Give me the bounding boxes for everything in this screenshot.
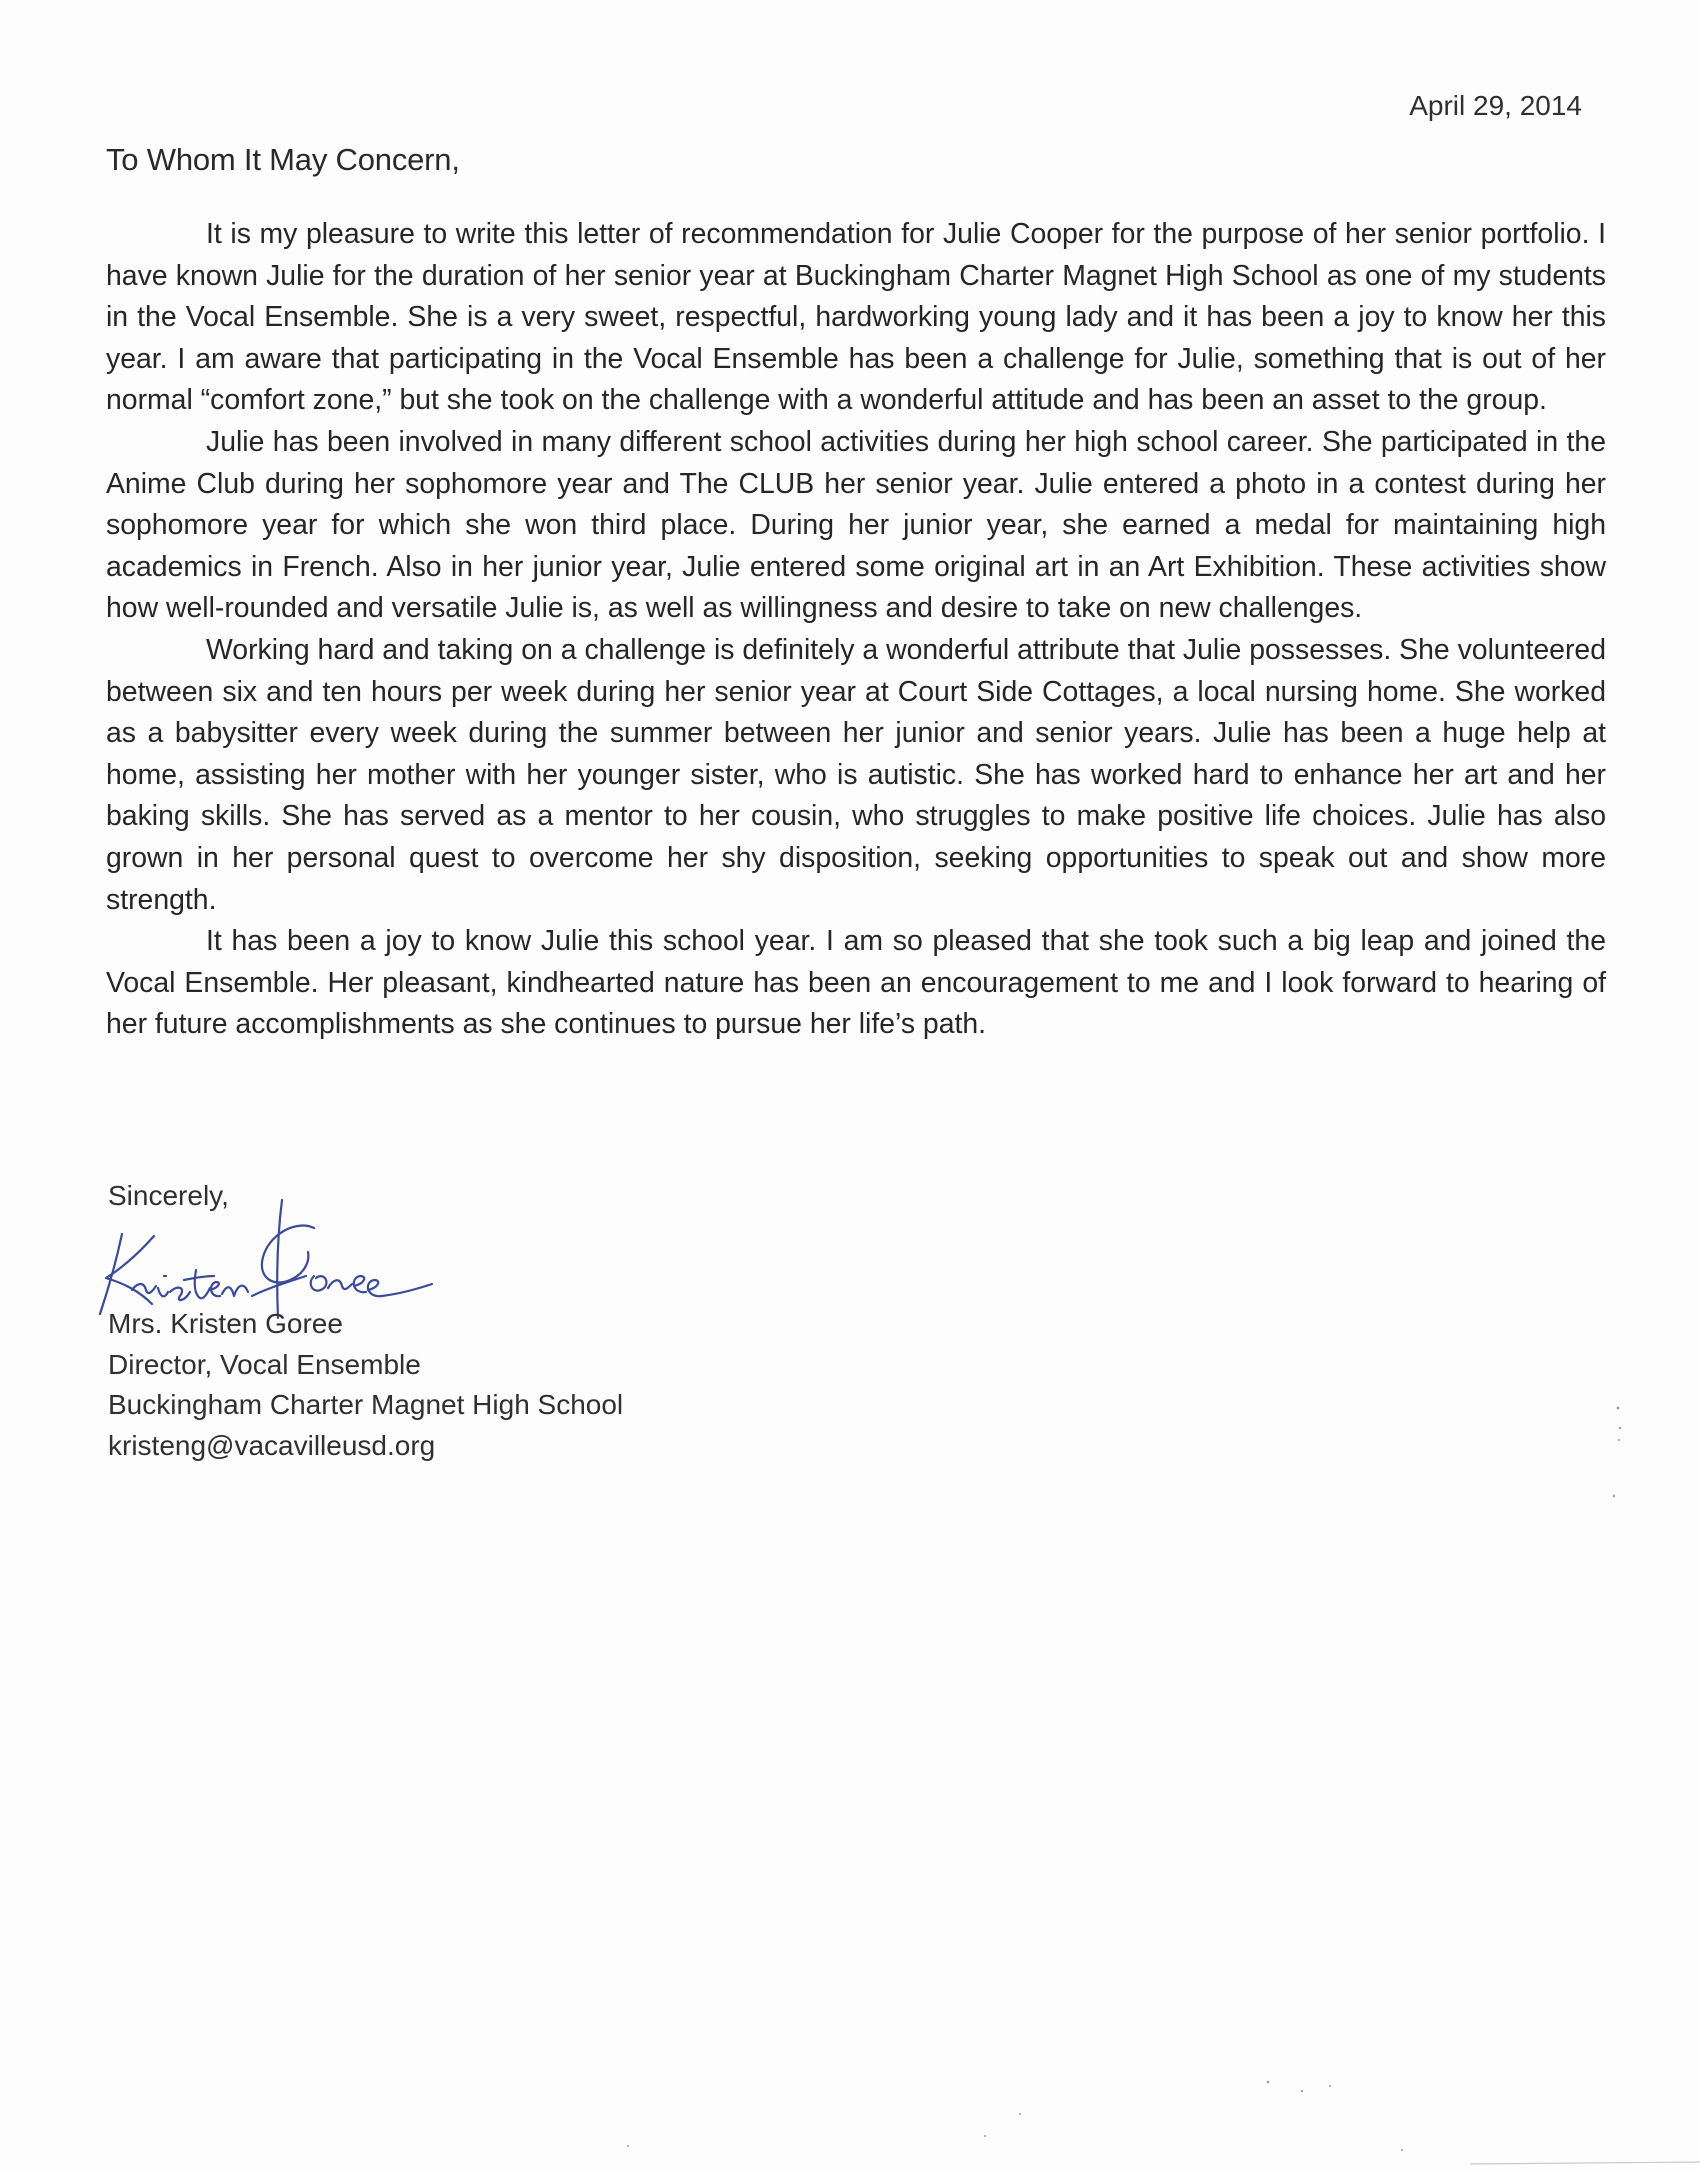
signer-title: Director, Vocal Ensemble [108, 1348, 421, 1380]
paragraph-1: It is my pleasure to write this letter of recommendation for Julie Cooper for the purpose of her senior portfolio. I have known Julie for the duration of her senior year at Buckingham Charter Magnet High School as one of my students in the Vocal Ensemble. She is a very sweet, respectful, hardworking young lady and it has been a joy to know her this year. I am aware that participating in the Vocal Ensemble has been a challenge for Julie, something that is out of her normal “comfort zone,” but she took on the challenge with a wonderful attitude and has been an asset to the group. [106, 218, 1606, 417]
signer-email: kristeng@vacavilleusd.org [108, 1429, 436, 1461]
letter-date: April 29, 2014 [1409, 90, 1582, 121]
closing: Sincerely, [108, 1180, 229, 1211]
letter-body [106, 214, 1606, 1046]
signer-name: Mrs. Kristen Goree [108, 1308, 343, 1339]
signature-block [108, 1304, 623, 1466]
signer-school: Buckingham Charter Magnet High School [108, 1389, 624, 1420]
paragraph-4: It has been a joy to know Julie this school year. I am so pleased that she took such a big leap and joined the Vocal Ensemble. Her pleasant, kindhearted nature has been an encouragement to me and I look forward to hearing of her future accomplishments as she continues to pursue her life’s path. [106, 925, 1606, 1041]
paragraph-3: Working hard and taking on a challenge is definitely a wonderful attribute that Julie possesses. She volunteered between six and ten hours per week during her senior year at Court Side Cottages, a local nursing home. She worked as a babysitter every week during the summer between her junior and senior years. Julie has been a huge help at home, assisting her mother with her younger sister, who is autistic. She has worked hard to enhance her art and her baking skills. She has served as a mentor to her cousin, who struggles to make positive life choices. Julie has also grown in her personal quest to overcome her shy disposition, seeking opportunities to speak out and show more strength. [106, 633, 1606, 916]
handwritten-signature [92, 1192, 452, 1322]
paragraph-2: Julie has been involved in many different school activities during her high school career. She participated in the Anime Club during her sophomore year and The CLUB her senior year. Julie entered a photo in a contest during her sophomore year for which she won third place. During her junior year, she earned a medal for maintaining high academics in French. Also in her junior year, Julie entered some original art in an Art Exhibition. These activities show how well-rounded and versatile Julie is, as well as willingness and desire to take on new challenges. [106, 425, 1606, 625]
salutation: To Whom It May Concern, [106, 142, 460, 177]
